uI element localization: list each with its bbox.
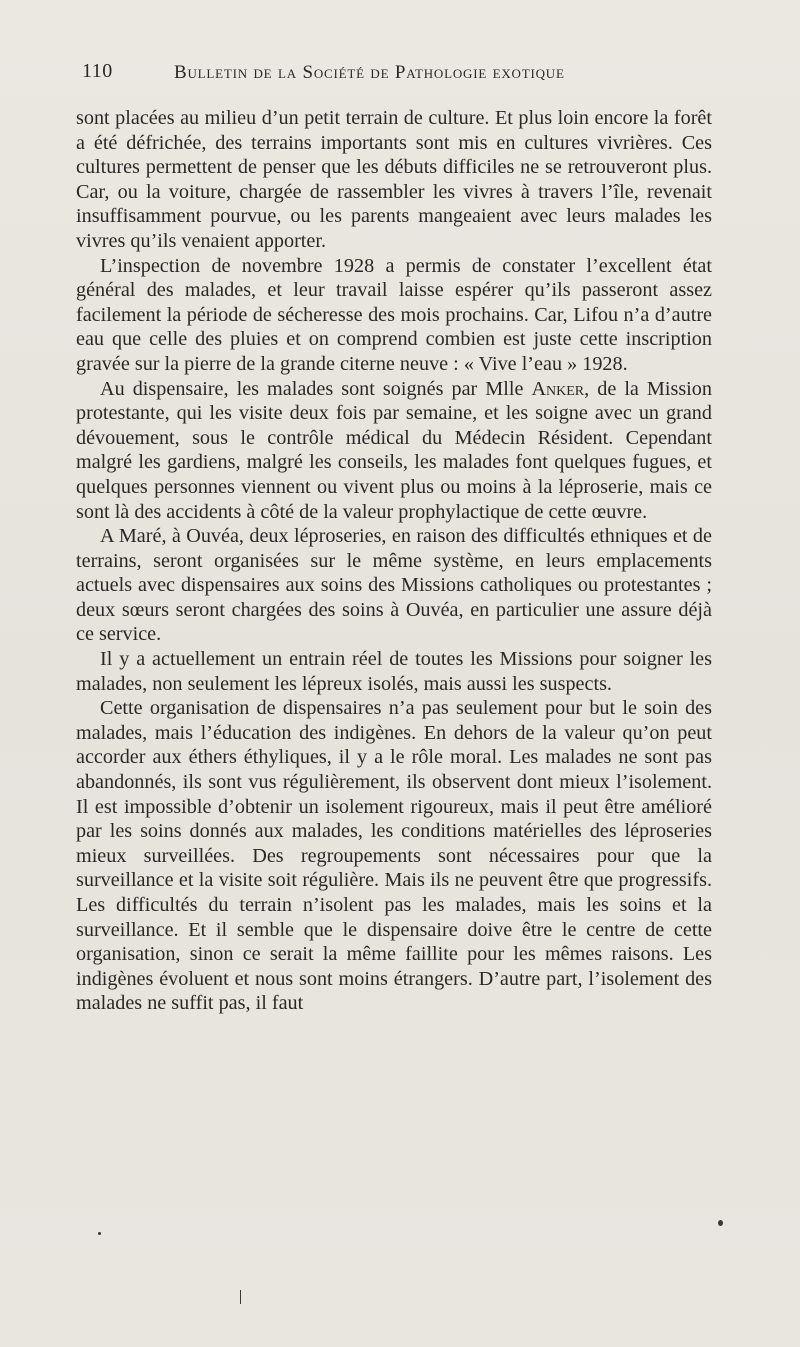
paragraph-5: Il y a actuellement un entrain réel de toutes les Missions pour soigner les malades, non seulement les lépreux isolés, mais aussi les suspects. — [76, 648, 712, 695]
body-text — [76, 106, 712, 1016]
paragraph-6: Cette organisation de dispensaires n’a pas seulement pour but le soin des malades, mais l’éducation des indigènes. En dehors de la valeur qu’on peut accorder aux éthers éthyliques, il y a le rôle moral. Les malades ne sont pas abandonnés, ils sont vus régulièrement, ils observent dont mieux l’isolement. Il est impossible d’obtenir un isolement rigoureux, mais il peut être amélioré par les soins donnés aux malades, les conditions matérielles des léproseries mieux surveillées. Des regroupements sont nécessaires pour que la surveillance et la visite soit régulière. Mais ils ne peuvent être que progressifs. Les difficultés du terrain n’isolent pas les malades, mais les soins et la surveillance. Et il semble que le dispensaire doive être le centre de cette organisation, sinon ce serait la même faillite pour les mêmes raisons. Les indigènes évoluent et nous sont moins étrangers. D’autre part, l’isolement des malades ne suffit pas, il faut — [76, 697, 712, 1015]
paragraph-2: L’inspection de novembre 1928 a permis de constater l’excellent état général des malades, et leur travail laisse espérer qu’ils passeront assez facilement la période de sécheresse des mois prochains. Car, Lifou n’a d’autre eau que celle des pluies et on comprend combien est juste cette inscription gravée sur la pierre de la grande citerne neuve : « Vive l’eau » 1928. — [76, 254, 712, 375]
ink-speck — [240, 1290, 241, 1304]
paragraph-1: sont placées au milieu d’un petit terrain de culture. Et plus loin encore la forêt a été défrichée, des terrains importants sont mis en cultures vivrières. Ces cultures permettent de penser que les débuts difficiles ne se retrouveront plus. Car, ou la voiture, chargée de rassembler les vivres à travers l’île, revenait insuffisamment pourvue, ou les parents mangeaient avec leurs malades les vivres qu’ils venaient apporter. — [76, 107, 712, 252]
page-number: 110 — [82, 60, 113, 82]
paragraph-3 — [76, 377, 712, 525]
person-name: Anker — [531, 377, 585, 400]
paragraph-4: A Maré, à Ouvéa, deux léproseries, en raison des difficultés ethniques et de terrains, seront organisées sur le même système, en leurs emplacements actuels avec dispensaires aux soins des Missions catholiques ou protestantes ; deux sœurs seront chargées des soins à Ouvéa, en particulier une assure déjà ce service. — [76, 525, 712, 646]
paragraph-3-end: , de la Mission protestante, qui les visite deux fois par semaine, et les soigne avec un grand dévouement, sous le contrôle médical du Médecin Résident. Cependant malgré les gardiens, malgré les conseils, les malades font quelques fugues, et quelques personnes viennent ou vivent plus ou moins à la léproserie, mais ce sont là des accidents à côté de la valeur prophylactique de cette œuvre. — [76, 377, 712, 523]
ink-speck — [718, 1220, 723, 1226]
running-title: Bulletin de la Société de Pathologie exotique — [174, 62, 565, 83]
paragraph-3-start: Au dispensaire, les malades sont soignés par Mlle — [100, 377, 532, 400]
ink-speck — [98, 1232, 101, 1235]
